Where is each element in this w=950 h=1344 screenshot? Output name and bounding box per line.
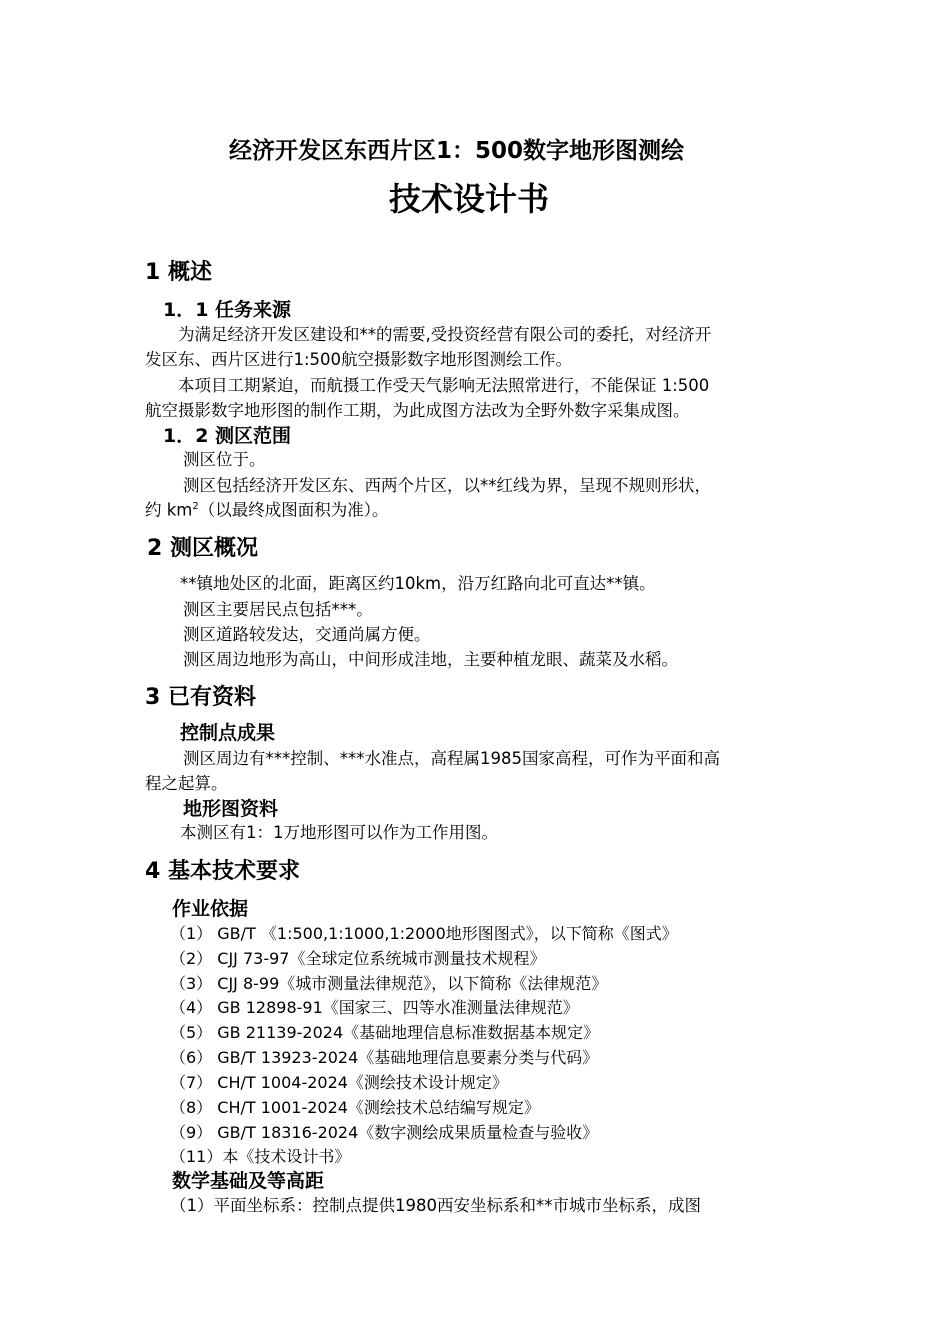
reference-item: （11）本《技术设计书》 (170, 1147, 351, 1166)
area-text-b: （以最终成图面积为准）。 (198, 500, 389, 520)
paragraph-line: 测区包括经济开发区东、西两个片区，以**红线为界，呈现不规则形状， (183, 476, 711, 495)
reference-item: （8） CH/T 1001-2024《测绘技术总结编写规定》 (170, 1098, 540, 1117)
reference-item: （5） GB 21139-2024《基础地理信息标准数据基本规定》 (170, 1023, 600, 1042)
area-text-a: 约 km (145, 500, 193, 520)
reference-item: （6） GB/T 13923-2024《基础地理信息要素分类与代码》 (170, 1048, 599, 1067)
reference-item: （7） CH/T 1004-2024《测绘技术设计规定》 (170, 1073, 508, 1092)
paragraph-line (145, 502, 389, 519)
section-3-heading: 3 已有资料 (145, 685, 256, 710)
section-2-heading: 2 测区概况 (147, 536, 258, 561)
subsection-control-points: 控制点成果 (180, 722, 276, 744)
paragraph-line: **镇地处区的北面，距离区约10km，沿万红路向北可直达**镇。 (180, 574, 656, 593)
document-title-line1: 经济开发区东西片区1：500数字地形图测绘 (229, 138, 685, 164)
section-4-heading: 4 基本技术要求 (145, 859, 300, 884)
paragraph-line: 程之起算。 (145, 774, 228, 793)
subsection-topographic-maps: 地形图资料 (183, 798, 279, 820)
paragraph-line: 测区周边有***控制、***水准点，高程属1985国家高程，可作为平面和高 (183, 749, 720, 768)
section-1-2-heading: 1．2 测区范围 (163, 425, 292, 447)
reference-item: （1） GB/T 《1:500,1:1000,1:2000地形图图式》，以下简称《图式》 (170, 924, 678, 943)
subsection-math-basis: 数学基础及等高距 (172, 1170, 325, 1192)
superscript-2: 2 (192, 501, 199, 512)
reference-item: （4） GB 12898-91《国家三、四等水准测量法律规范》 (170, 998, 579, 1017)
paragraph-line: 发区东、西片区进行1:500航空摄影数字地形图测绘工作。 (145, 350, 573, 369)
subsection-work-basis: 作业依据 (172, 898, 249, 920)
paragraph-line: 测区主要居民点包括***。 (183, 600, 373, 619)
paragraph-line: 为满足经济开发区建设和**的需要,受投资经营有限公司的委托，对经济开 (178, 325, 712, 344)
reference-item: （9） GB/T 18316-2024《数字测绘成果质量检查与验收》 (170, 1123, 599, 1142)
paragraph-line: （1）平面坐标系：控制点提供1980西安坐标系和**市城市坐标系，成图 (170, 1196, 701, 1215)
paragraph-line: 测区周边地形为高山，中间形成洼地，主要种植龙眼、蔬菜及水稻。 (183, 650, 678, 669)
reference-item: （3） CJJ 8-99《城市测量法律规范》，以下简称《法律规范》 (170, 974, 608, 993)
paragraph-line: 本项目工期紧迫，而航摄工作受天气影响无法照常进行，不能保证 1:500 (178, 376, 710, 395)
paragraph-line: 本测区有1：1万地形图可以作为工作用图。 (180, 823, 498, 842)
paragraph-line: 测区道路较发达，交通尚属方便。 (183, 625, 431, 644)
paragraph-line: 测区位于。 (183, 450, 266, 469)
section-1-heading: 1 概述 (145, 260, 212, 285)
document-title-line2: 技术设计书 (389, 180, 550, 218)
reference-item: （2） CJJ 73-97《全球定位系统城市测量技术规程》 (170, 949, 546, 968)
section-1-1-heading: 1．1 任务来源 (163, 299, 292, 321)
paragraph-line: 航空摄影数字地形图的制作工期，为此成图方法改为全野外数字采集成图。 (145, 401, 690, 420)
